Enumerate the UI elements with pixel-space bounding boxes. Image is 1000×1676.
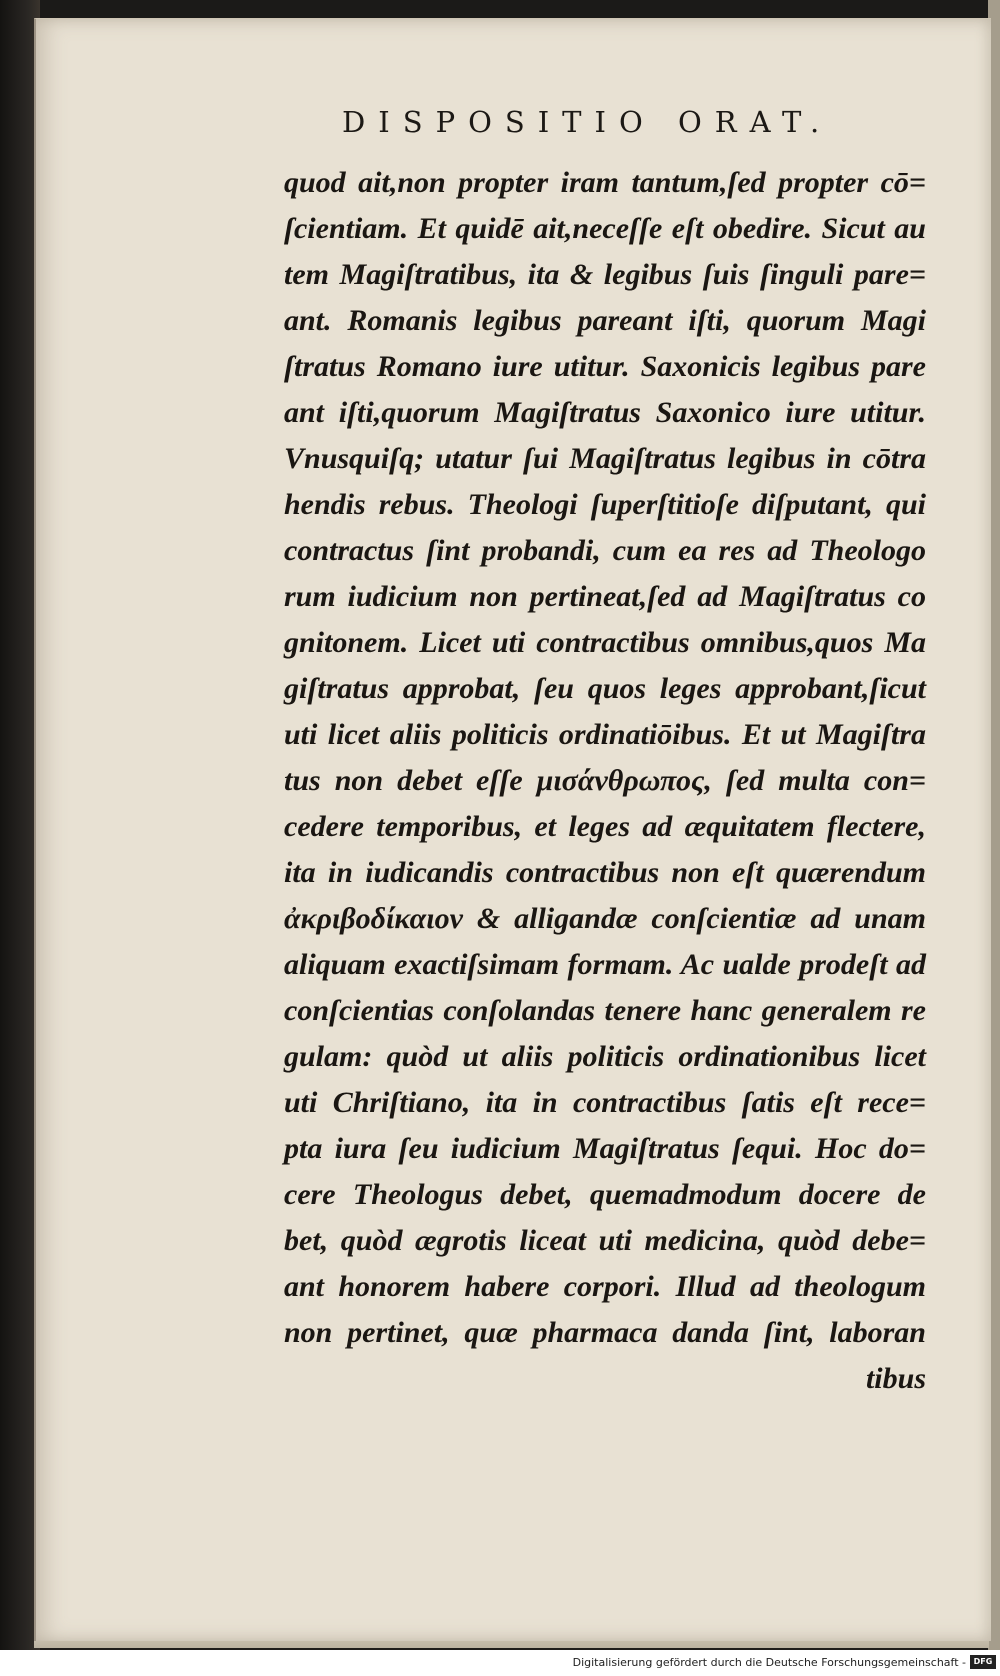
text-line: ant iſti,quorum Magiſtratus Saxonico iure utitur. bbox=[284, 396, 926, 429]
text-line: ſtratus Romano iure utitur. Saxonicis legibus pare bbox=[284, 350, 926, 383]
text-line: Vnusquiſq; utatur ſui Magiſtratus legibus in cōtra bbox=[284, 442, 926, 475]
text-line: cere Theologus debet, quemadmodum docere de bbox=[284, 1178, 926, 1211]
text-line: gulam: quòd ut aliis politicis ordinationibus licet bbox=[284, 1040, 926, 1073]
text-line: ſcientiam. Et quidē ait,neceſſe eſt obedire. Sicut au bbox=[284, 212, 926, 245]
text-line: tem Magiſtratibus, ita & legibus ſuis ſinguli pare= bbox=[284, 258, 926, 291]
text-line: rum iudicium non pertineat,ſed ad Magiſtratus co bbox=[284, 580, 926, 613]
text-line: hendis rebus. Theologi ſuperſtitioſe diſputant, qui bbox=[284, 488, 926, 521]
text-line: non pertinet, quæ pharmaca danda ſint, laboran bbox=[284, 1316, 926, 1349]
text-line: uti Chriſtiano, ita in contractibus ſatis eſt rece= bbox=[284, 1086, 926, 1119]
text-line: giſtratus approbat, ſeu quos leges approbant,ſicut bbox=[284, 672, 926, 705]
footer-credit: Digitalisierung gefördert durch die Deutsche Forschungsgemeinschaft - bbox=[572, 1656, 966, 1669]
catchword: tibus bbox=[865, 1362, 926, 1395]
running-head: DISPOSITIO ORAT. bbox=[342, 105, 833, 139]
text-line: pta iura ſeu iudicium Magiſtratus ſequi. Hoc do= bbox=[284, 1132, 926, 1165]
text-line: gnitonem. Licet uti contractibus omnibus,quos Ma bbox=[284, 626, 926, 659]
text-line: conſcientias conſolandas tenere hanc generalem re bbox=[284, 994, 926, 1027]
text-line: uti licet aliis politicis ordinatiōibus. Et ut Magiſtra bbox=[284, 718, 926, 751]
text-line: ita in iudicandis contractibus non eſt quærendum bbox=[284, 856, 926, 889]
text-line: cedere temporibus, et leges ad æquitatem flectere, bbox=[284, 810, 926, 843]
text-line: ἀκριβοδίκαιον & alligandæ conſcientiæ ad unam bbox=[284, 902, 926, 935]
text-line: aliquam exactiſsimam formam. Ac ualde prodeſt ad bbox=[284, 948, 926, 981]
text-line: ant. Romanis legibus pareant iſti, quorum Magi bbox=[284, 304, 926, 337]
footer-bar bbox=[0, 1650, 1000, 1676]
text-block bbox=[284, 160, 926, 1402]
text-line: quod ait,non propter iram tantum,ſed propter cō= bbox=[284, 166, 926, 199]
text-line: contractus ſint probandi, cum ea res ad Theologo bbox=[284, 534, 926, 567]
dfg-logo: DFG bbox=[970, 1655, 996, 1669]
text-line: ant honorem habere corpori. Illud ad theologum bbox=[284, 1270, 926, 1303]
text-line: tus non debet eſſe μισάνθρωπος, ſed multa con= bbox=[284, 764, 926, 797]
text-line: bet, quòd ægrotis liceat uti medicina, quòd debe= bbox=[284, 1224, 926, 1257]
